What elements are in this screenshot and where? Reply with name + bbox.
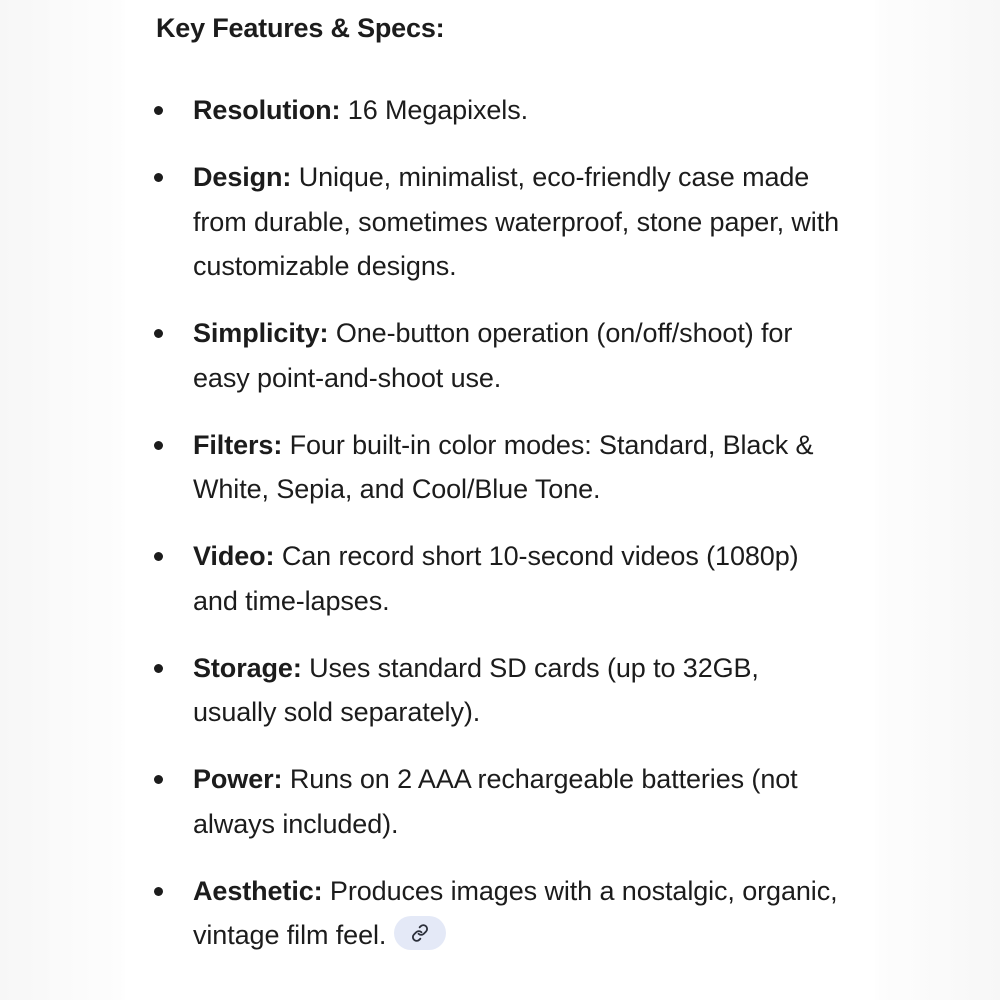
- bullet-icon: [154, 775, 163, 784]
- feature-text: Produces images with a nostalgic, organic, vintage film feel.: [193, 875, 838, 950]
- list-item: [0, 869, 843, 958]
- list-item: [0, 534, 843, 623]
- feature-text: Runs on 2 AAA rechargeable batteries (not always included).: [193, 764, 798, 839]
- bullet-icon: [154, 329, 163, 338]
- source-link-button[interactable]: [394, 916, 446, 950]
- bullet-icon: [154, 106, 163, 115]
- feature-text: 16 Megapixels.: [340, 95, 528, 125]
- feature-text: Four built-in color modes: Standard, Black & White, Sepia, and Cool/Blue Tone.: [193, 429, 814, 504]
- link-icon: [411, 924, 429, 942]
- list-item: [0, 423, 843, 512]
- features-list: [0, 88, 843, 980]
- list-item: [0, 311, 843, 400]
- feature-term: Design:: [193, 162, 292, 192]
- feature-term: Power:: [193, 764, 283, 794]
- feature-term: Video:: [193, 541, 275, 571]
- bullet-icon: [154, 664, 163, 673]
- feature-text: Uses standard SD cards (up to 32GB, usually sold separately).: [193, 652, 759, 727]
- feature-text: One-button operation (on/off/shoot) for easy point-and-shoot use.: [193, 318, 793, 393]
- list-item: [0, 88, 843, 133]
- bullet-icon: [154, 887, 163, 896]
- feature-text: Can record short 10-second videos (1080p) and time-lapses.: [193, 541, 799, 616]
- feature-term: Aesthetic:: [193, 875, 323, 906]
- bullet-icon: [154, 173, 163, 182]
- section-heading: Key Features & Specs:: [156, 13, 445, 43]
- feature-term: Simplicity:: [193, 318, 329, 348]
- feature-term: Storage:: [193, 652, 302, 683]
- feature-text: Unique, minimalist, eco-friendly case made from durable, sometimes waterproof, stone paper, with customizable designs.: [193, 162, 840, 281]
- list-item: [0, 757, 843, 846]
- feature-term: Filters:: [193, 429, 283, 460]
- bullet-icon: [154, 441, 163, 450]
- list-item: [0, 155, 843, 289]
- bullet-icon: [154, 552, 163, 561]
- feature-term: Resolution:: [193, 95, 341, 125]
- list-item: [0, 646, 843, 735]
